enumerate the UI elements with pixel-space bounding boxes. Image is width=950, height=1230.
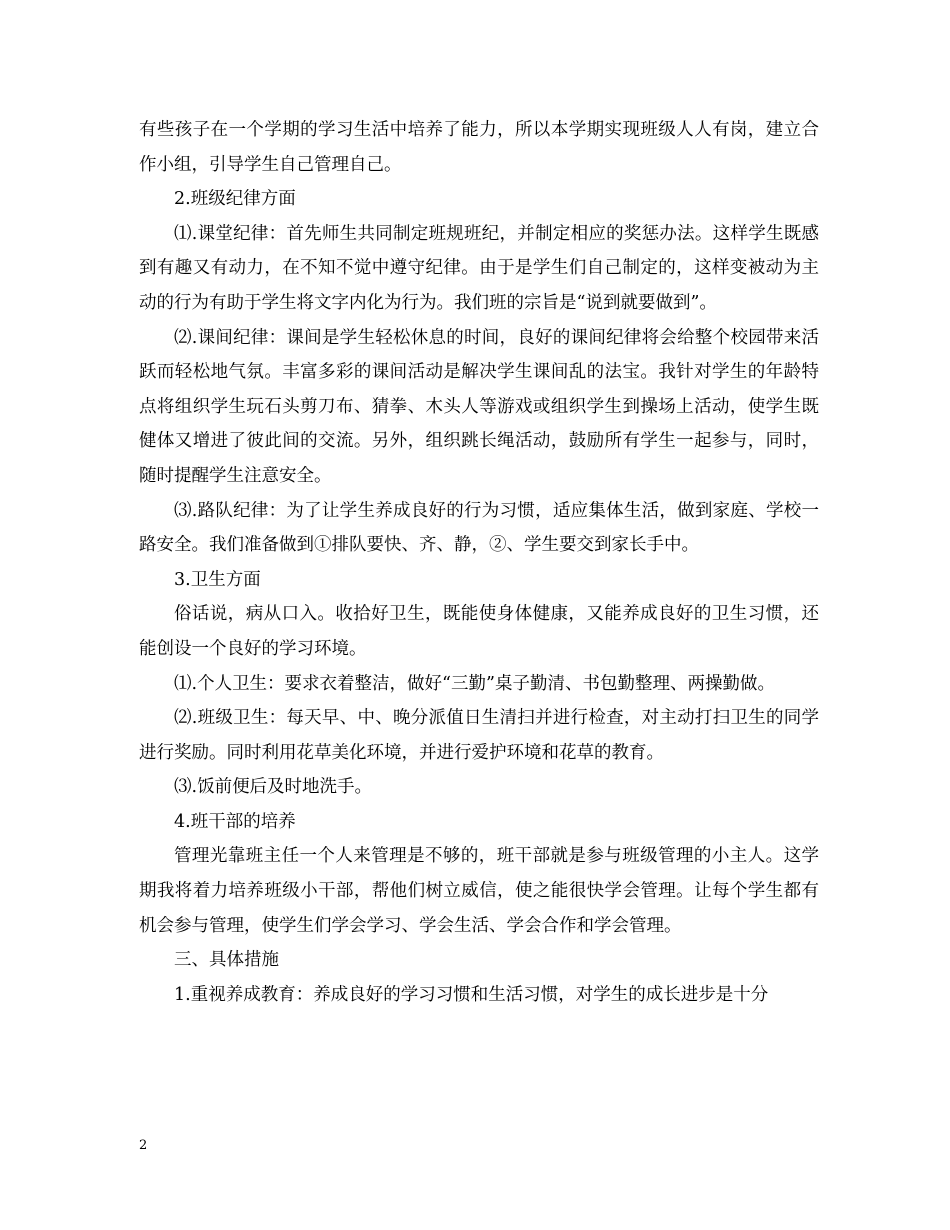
- paragraph: ⑶.饭前便后及时地洗手。: [174, 777, 373, 798]
- paragraph: ⑵.班级卫生：每天早、中、晚分派值日生清扫并进行检查，对主动打扫卫生的同学进行奖励。同时利用花草美化环境，并进行爱护环境和花草的教育。: [139, 708, 819, 763]
- section-heading: 4.班干部的培养: [174, 811, 296, 832]
- paragraph: 1.重视养成教育：养成良好的学习习惯和生活习惯，对学生的成长进步是十分: [174, 984, 769, 1005]
- paragraph: 有些孩子在一个学期的学习生活中培养了能力，所以本学期实现班级人人有岗，建立合作小组，引导学生自己管理自己。: [139, 120, 819, 175]
- section-heading: 2.班级纪律方面: [174, 189, 296, 210]
- paragraph: ⑵.课间纪律：课间是学生轻松休息的时间，良好的课间纪律将会给整个校园带来活跃而轻松地气氛。丰富多彩的课间活动是解决学生课间乱的法宝。我针对学生的年龄特点将组织学生玩石头剪刀布、猜拳、木头人等游戏或组织学生到操场上活动，使学生既健体又增进了彼此间的交流。另外，组织跳长绳活动，鼓励所有学生一起参与，同时，随时提醒学生注意安全。: [139, 327, 819, 486]
- page-number: 2: [139, 1138, 148, 1153]
- paragraph: 俗话说，病从口入。收拾好卫生，既能使身体健康，又能养成良好的卫生习惯，还能创设一个良好的学习环境。: [139, 604, 819, 659]
- paragraph: ⑴.课堂纪律：首先师生共同制定班规班纪，并制定相应的奖惩办法。这样学生既感到有趣又有动力，在不知不觉中遵守纪律。由于是学生们自己制定的，这样变被动为主动的行为有助于学生将文字内化为行为。我们班的宗旨是“说到就要做到”。: [139, 223, 819, 313]
- section-heading: 三、具体措施: [174, 950, 279, 971]
- section-heading: 3.卫生方面: [174, 569, 261, 590]
- paragraph: ⑴.个人卫生：要求衣着整洁，做好“三勤”桌子勤清、书包勤整理、两操勤做。: [174, 673, 775, 694]
- paragraph: ⑶.路队纪律：为了让学生养成良好的行为习惯，适应集体生活，做到家庭、学校一路安全。我们准备做到①排队要快、齐、静，②、学生要交到家长手中。: [139, 500, 819, 556]
- paragraph: 管理光靠班主任一个人来管理是不够的，班干部就是参与班级管理的小主人。这学期我将着力培养班级小干部，帮他们树立威信，使之能很快学会管理。让每个学生都有机会参与管理，使学生们学会学习、学会生活、学会合作和学会管理。: [139, 846, 819, 936]
- document-body: [139, 113, 819, 1012]
